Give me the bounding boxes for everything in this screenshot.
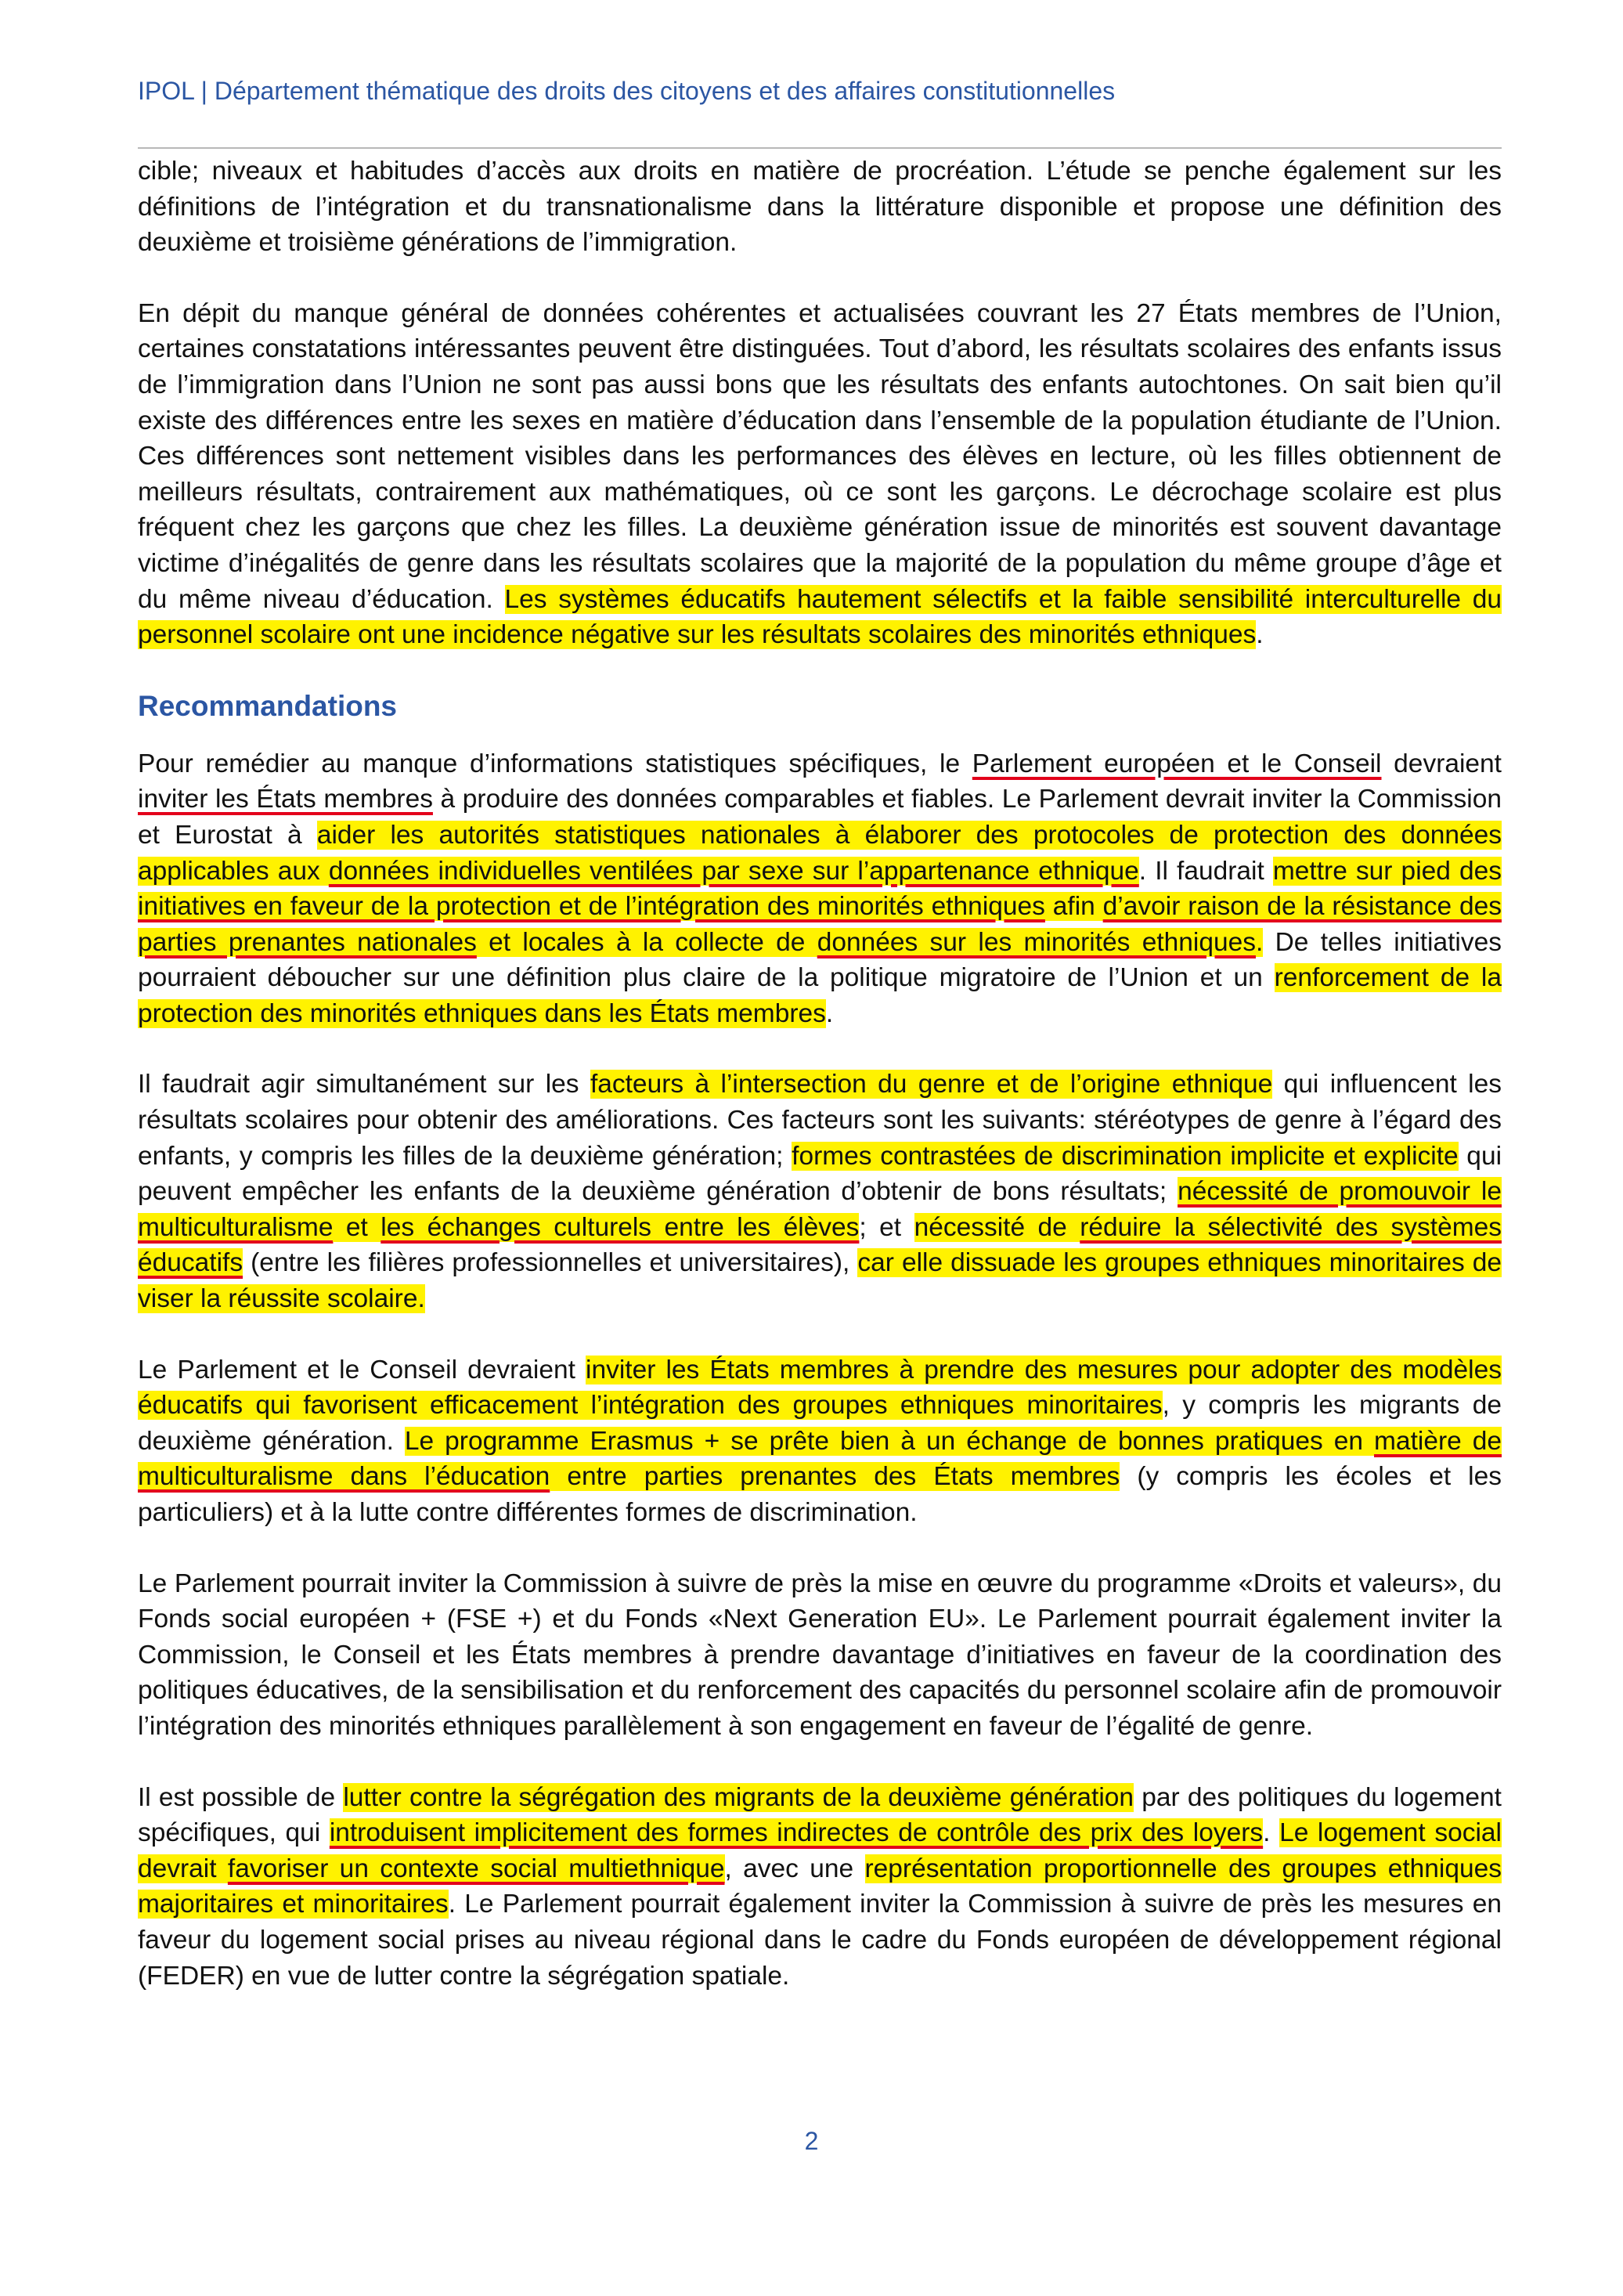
highlighted-text: facteurs à l’intersection du genre et de l’origine ethnique — [590, 1070, 1273, 1099]
text-run: , y compris les migrants de deuxième génération. — [138, 1391, 1502, 1456]
highlighted-text: Le logement social devrait — [138, 1818, 1502, 1883]
highlighted-text: . — [1255, 927, 1264, 957]
text-run: devraient — [1381, 749, 1502, 778]
underlined-text: Parlement européen et le Conseil — [972, 749, 1382, 778]
paragraph-intro-continuation — [138, 153, 1502, 261]
highlighted-underlined-text: nécessité de promouvoir le multiculturalisme — [138, 1177, 1502, 1242]
text-run: , avec une — [724, 1854, 865, 1883]
underlined-text: inviter les États membres — [138, 785, 433, 814]
highlighted-text: renforcement de la protection des minorités ethniques dans les États membres — [138, 963, 1502, 1028]
highlighted-underlined-text: matière de multiculturalisme dans l’éducation — [138, 1426, 1502, 1492]
highlighted-underlined-text: données individuelles ventilées par sexe sur l’appartenance ethnique — [328, 856, 1139, 886]
text-run: à produire des données comparables et fiables. Le Parlement devrait inviter la Commission et Eurostat à — [138, 785, 1502, 850]
paragraph-recommendation-statistics — [138, 746, 1502, 1032]
highlighted-text: entre parties prenantes des États membres — [550, 1462, 1120, 1492]
text-run: qui peuvent empêcher les enfants de la deuxième génération d’obtenir de bons résultats; — [138, 1141, 1502, 1207]
text-run: (entre les filières professionnelles et universitaires), — [243, 1248, 858, 1278]
text-run: . — [825, 998, 834, 1028]
page-body — [138, 153, 1502, 2029]
text-run: Le Parlement pourrait inviter la Commission à suivre de près la mise en œuvre du programme «Droits et valeurs», du Fonds social européen + (FSE +) et du Fonds «Next Generation EU». Le Parlement pourrait également inviter la Commission, le Conseil et les États membres à prendre davantage d’initiatives en faveur de la coordination des politiques éducatives, de la sensibilisation et du renforcement des capacités du personnel scolaire afin de promouvoir l’intégration des minorités ethniques parallèlement à son engagement en faveur de l’égalité de genre. — [138, 1569, 1502, 1741]
highlighted-underlined-text: favoriser un contexte social multiethnique — [227, 1854, 725, 1883]
highlighted-underlined-text: réduire la sélectivité des systèmes éducatifs — [138, 1212, 1502, 1278]
text-run: . — [1256, 620, 1264, 650]
highlighted-text: Le programme Erasmus + se prête bien à un échange de bonnes pratiques en — [404, 1426, 1375, 1456]
highlighted-underlined-text: introduisent implicitement des formes indirectes de contrôle des prix des loyers — [329, 1818, 1264, 1848]
text-run: . — [1263, 1818, 1280, 1848]
text-run: Le Parlement et le Conseil devraient — [138, 1355, 586, 1384]
text-run: En dépit du manque général de données cohérentes et actualisées couvrant les 27 États membres de l’Union, certaines constatations intéressantes peuvent être distinguées. Tout d’abord, les résultats scolaires des enfants issus de l’immigration dans l’Union ne sont pas aussi bons que les résultats des enfants autochtones. On sait bien qu’il existe des différences entre les sexes en matière d’éducation dans l’ensemble de la population étudiante de l’Union. Ces différences sont nettement visibles dans les performances des élèves en lecture, où les filles obtiennent de meilleurs résultats, contrairement aux mathématiques, où ce sont les garçons. Le décrochage scolaire est plus fréquent chez les garçons que chez les filles. La deuxième génération issue de minorités est souvent davantage victime d’inégalités de genre dans les résultats scolaires que la majorité de la population du même groupe d’âge et du même niveau d’éducation. — [138, 298, 1502, 614]
highlighted-text: et — [333, 1212, 381, 1242]
text-run: . Il faudrait — [1138, 856, 1273, 886]
paragraph-recommendation-housing — [138, 1780, 1502, 1995]
paragraph-recommendation-factors — [138, 1067, 1502, 1316]
highlighted-text: nécessité de — [914, 1212, 1080, 1242]
header-divider — [138, 147, 1502, 149]
highlighted-underlined-text: données sur les minorités ethniques — [817, 927, 1256, 957]
highlighted-text: aider les autorités statistiques nationales à élaborer des protocoles de protection des données applicables aux — [138, 820, 1502, 886]
text-run: Il faudrait agir simultanément sur les — [138, 1070, 590, 1099]
text-run: De telles initiatives pourraient déboucher sur une définition plus claire de la politique migratoire de l’Union et un — [138, 927, 1502, 993]
highlighted-underlined-text: initiatives en faveur de la protection et de l’intégration des minorités ethniques — [138, 892, 1045, 922]
text-run: Il est possible de — [138, 1782, 344, 1812]
section-heading: Recommandations — [138, 689, 398, 722]
highlighted-underlined-text: d’avoir raison de la résistance des parties prenantes nationales — [138, 892, 1502, 957]
highlighted-text: formes contrastées de discrimination implicite et explicite — [792, 1141, 1459, 1171]
highlighted-text: car elle dissuade les groupes ethniques minoritaires de viser la réussite scolaire. — [138, 1248, 1502, 1314]
paragraph-recommendation-funds — [138, 1566, 1502, 1745]
highlighted-text: Les systèmes éducatifs hautement sélectifs et la faible sensibilité interculturelle du personnel scolaire ont une incidence négative sur les résultats scolaires des minorités ethniques — [138, 584, 1502, 650]
text-run: par des politiques du logement spécifiques, qui — [138, 1782, 1502, 1848]
text-run: Pour remédier au manque d’informations statistiques spécifiques, le — [138, 749, 972, 778]
highlighted-text: inviter les États membres à prendre des mesures pour adopter des modèles éducatifs qui favorisent efficacement l’intégration des groupes ethniques minoritaires — [138, 1355, 1502, 1421]
paragraph-recommendation-education-models — [138, 1352, 1502, 1531]
highlighted-text: afin — [1044, 892, 1103, 922]
text-run: qui influencent les résultats scolaires pour obtenir des améliorations. Ces facteurs sont les suivants: stéréotypes de genre à l’égard des enfants, y compris les filles de la deuxième génération; — [138, 1070, 1502, 1171]
highlighted-underlined-text: les échanges culturels entre les élèves — [381, 1212, 860, 1242]
text-run: . Le Parlement pourrait également inviter la Commission à suivre de près les mesures en faveur du logement social prises au niveau régional dans le cadre du Fonds européen de développement régional (FEDER) en vue de lutter contre la ségrégation spatiale. — [138, 1890, 1502, 1991]
highlighted-text: et locales à la collecte de — [476, 927, 817, 957]
running-header: IPOL | Département thématique des droits des citoyens et des affaires constitutionnelles — [138, 77, 1116, 105]
text-run: (y compris les écoles et les particuliers) et à la lutte contre différentes formes de discrimination. — [138, 1462, 1502, 1527]
highlighted-text: mettre sur pied des — [1272, 856, 1502, 886]
highlighted-text: lutter contre la ségrégation des migrants de la deuxième génération — [343, 1782, 1134, 1812]
text-run: ; et — [859, 1212, 914, 1242]
page-number: 2 — [804, 2127, 819, 2155]
text-run: cible; niveaux et habitudes d’accès aux droits en matière de procréation. L’étude se penche également sur les définitions de l’intégration et du transnationalisme dans la littérature disponible et propose une définition des deuxième et troisième générations de l’immigration. — [138, 157, 1502, 258]
highlighted-text: représentation proportionnelle des groupes ethniques majoritaires et minoritaires — [138, 1854, 1502, 1919]
paragraph-findings — [138, 296, 1502, 653]
